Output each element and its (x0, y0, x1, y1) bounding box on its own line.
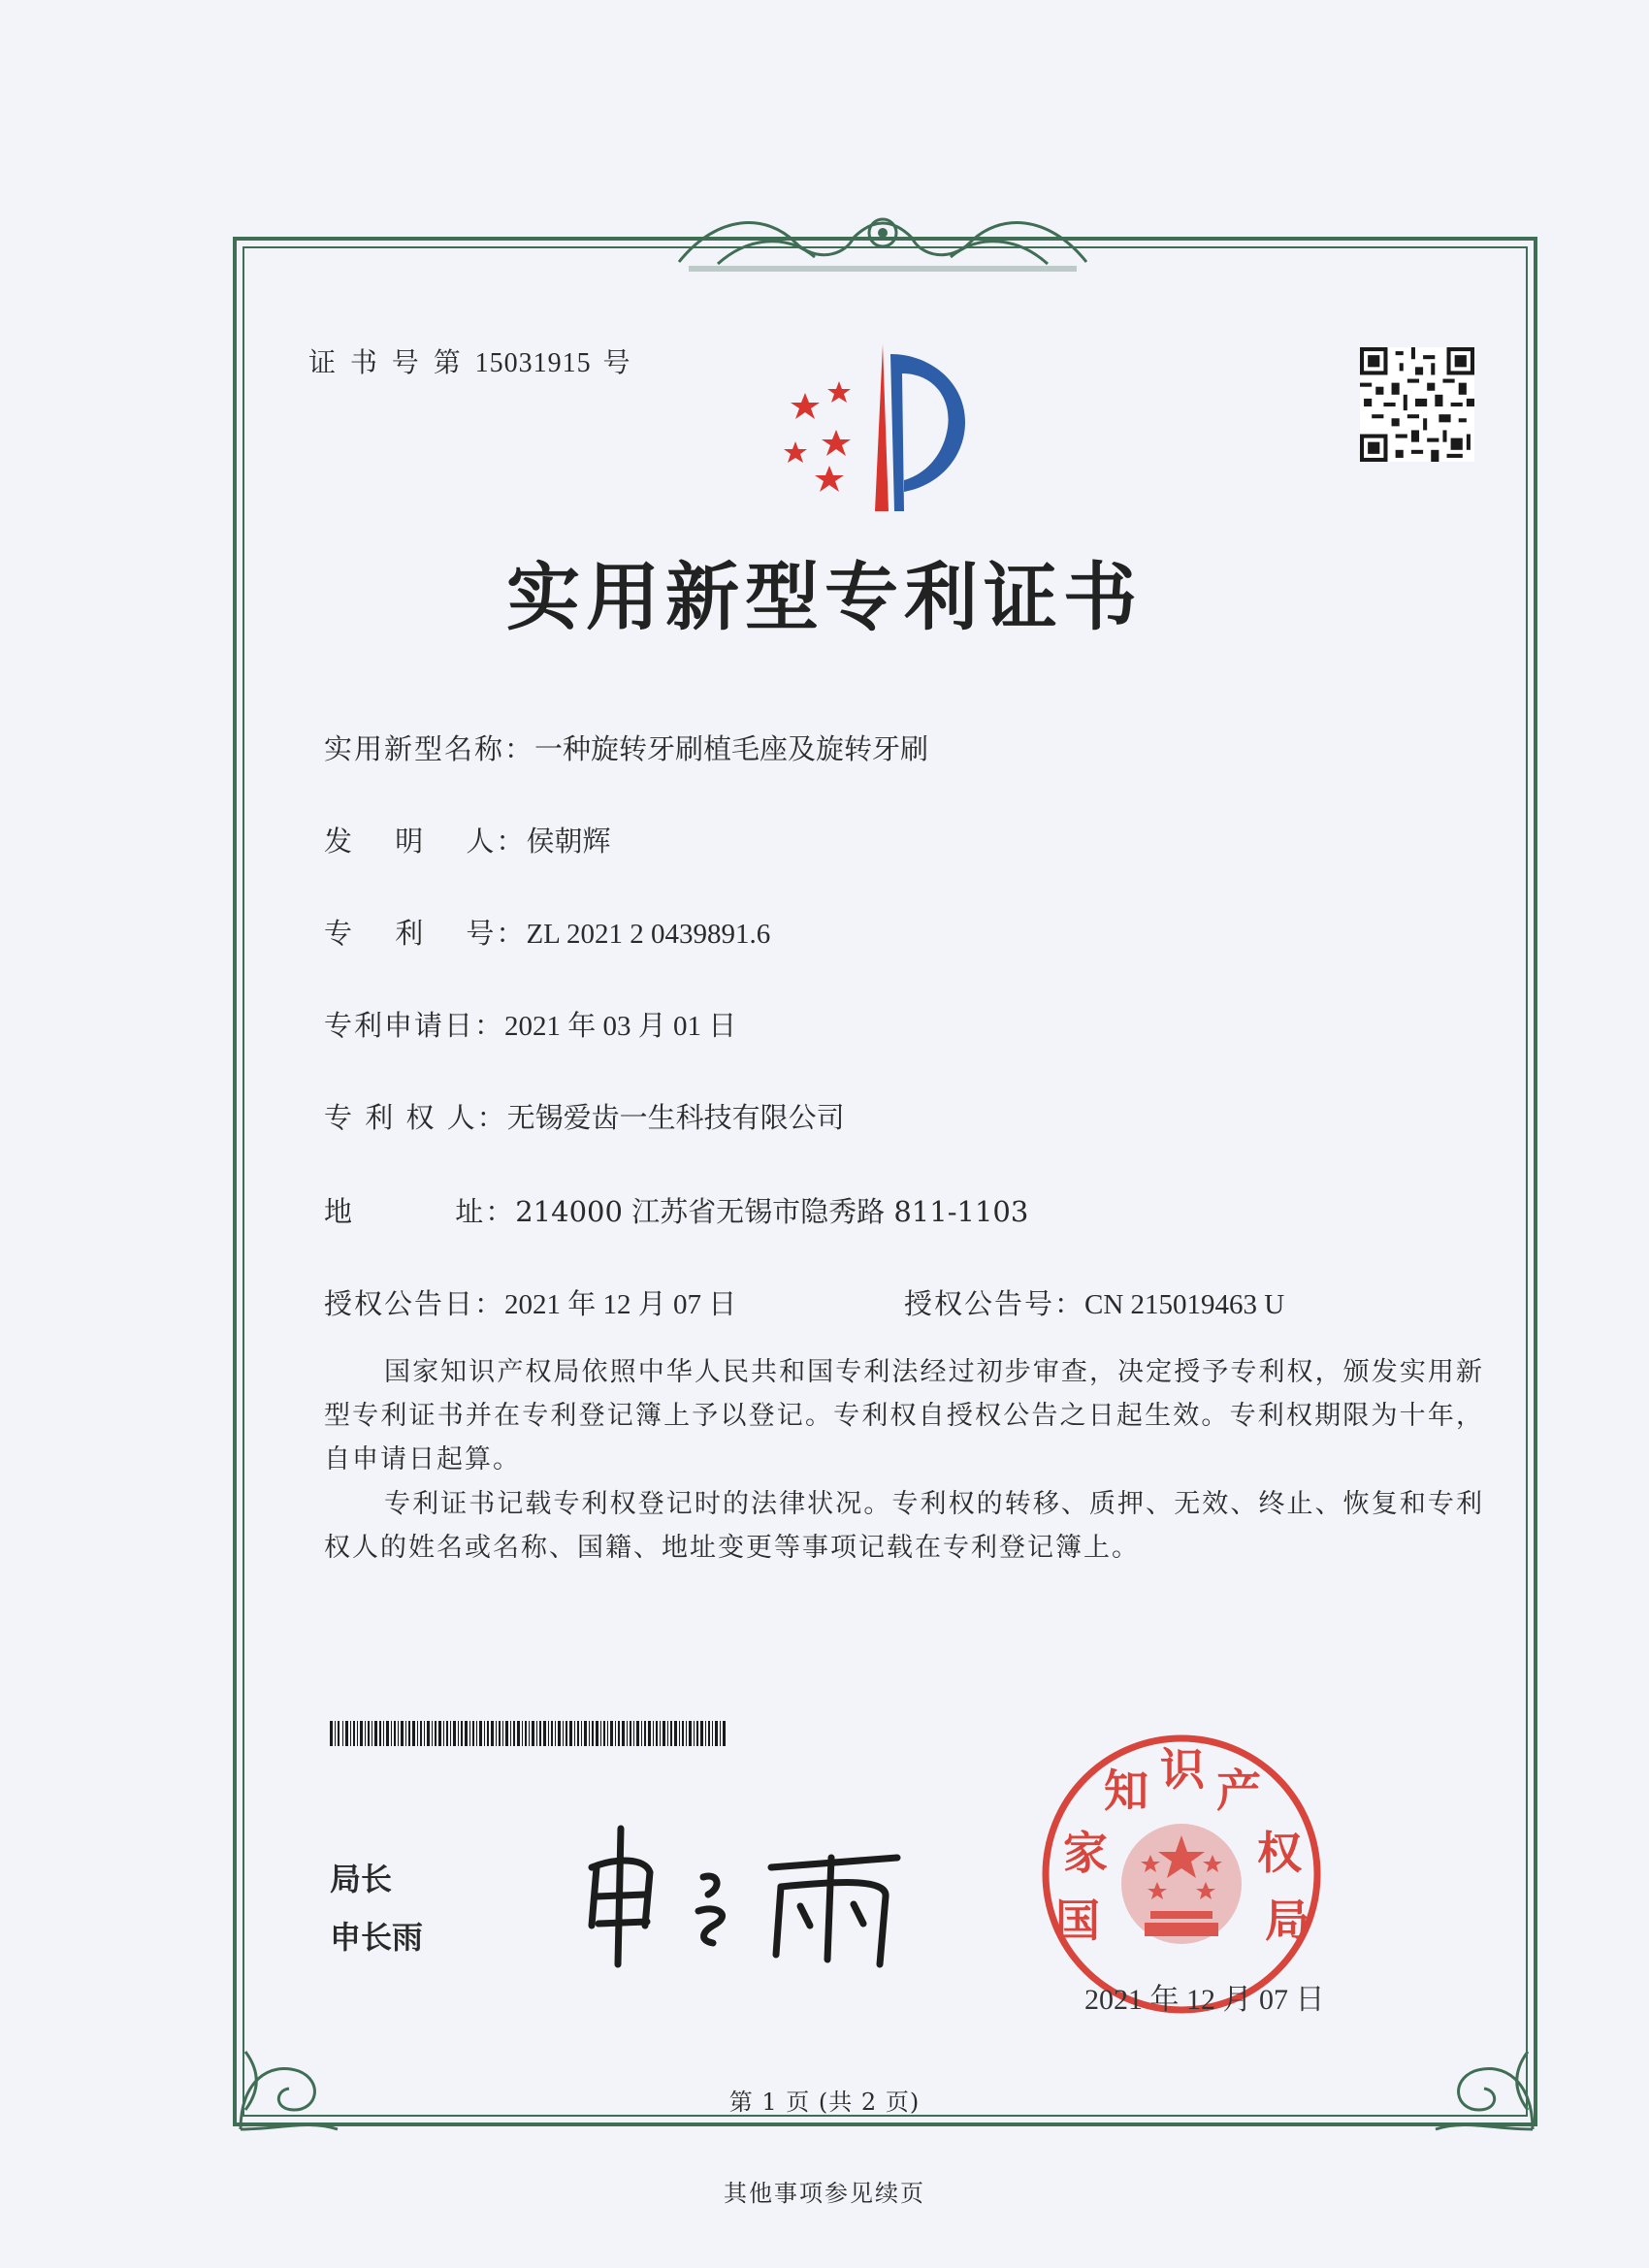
svg-text:家: 家 (1063, 1827, 1108, 1879)
field-value: ZL 2021 2 0439891.6 (526, 919, 771, 950)
field-application-date (324, 1004, 736, 1044)
director-title: 局长 (330, 1861, 393, 1897)
field-value: 无锡爱齿一生科技有限公司 (506, 1101, 845, 1134)
field-value: 侯朝辉 (526, 825, 611, 858)
svg-text:知: 知 (1104, 1765, 1148, 1817)
field-value: 214000 江苏省无锡市隐秀路 811-1103 (515, 1195, 1029, 1228)
field-label: 授权公告号： (904, 1287, 1085, 1320)
field-label: 专利申请日： (324, 1009, 505, 1042)
field-label: 发 明 人： (324, 825, 527, 858)
footer-note: 其他事项参见续页 (724, 2180, 925, 2207)
field-label: 授权公告日： (324, 1287, 505, 1320)
qr-code-icon (1360, 347, 1474, 462)
certificate-number (308, 341, 633, 380)
patent-office-emblem-icon (766, 344, 1009, 519)
field-value: CN 215019463 U (1084, 1289, 1285, 1320)
certificate-title: 实用新型专利证书 (506, 554, 1143, 640)
svg-text:国: 国 (1055, 1895, 1100, 1947)
director-name: 申长雨 (330, 1919, 424, 1956)
field-label: 专 利 号： (324, 917, 527, 950)
bottom-left-ornament (231, 2013, 367, 2139)
field-value: 2021 年 12 月 07 日 (504, 1289, 737, 1320)
field-grant-date (324, 1282, 736, 1322)
certificate-number-suffix: 号 (602, 346, 633, 378)
field-label: 地 址： (324, 1195, 516, 1228)
field-inventor (324, 820, 610, 859)
svg-text:识: 识 (1160, 1743, 1205, 1796)
page-indicator: 第 1 页 (共 2 页) (728, 2089, 921, 2116)
barcode-icon (330, 1721, 728, 1746)
body-paragraph-2: 专利证书记载专利权登记时的法律状况。专利权的转移、质押、无效、终止、恢复和专利权人的姓名或名称、国籍、地址变更等事项记载在专利登记簿上。 (324, 1489, 1484, 1563)
svg-text:产: 产 (1216, 1765, 1261, 1817)
svg-text:权: 权 (1257, 1827, 1302, 1879)
top-ornament-decoration (660, 204, 1106, 281)
certificate-number-label: 证 书 号 第 (308, 346, 464, 378)
bottom-right-ornament (1406, 2013, 1542, 2139)
field-address (324, 1190, 1028, 1230)
body-paragraph-1: 国家知识产权局依照中华人民共和国专利法经过初步审查，决定授予专利权，颁发实用新型专利证书并在专利登记簿上予以登记。专利权自授权公告之日起生效。专利权期限为十年，自申请日起算。 (324, 1357, 1484, 1474)
field-value: 2021 年 03 月 01 日 (504, 1011, 737, 1042)
field-label: 实用新型名称： (324, 732, 535, 765)
handwritten-signature (577, 1819, 917, 1974)
field-grant-number (904, 1282, 1284, 1322)
field-patent-number (324, 912, 770, 952)
certificate-number-value: 15031915 (474, 348, 592, 378)
svg-text:局: 局 (1265, 1895, 1310, 1947)
field-label: 专 利 权 人： (324, 1101, 507, 1134)
seal-date: 2021 年 12 月 07 日 (1084, 1984, 1325, 2016)
field-value: 一种旋转牙刷植毛座及旋转牙刷 (534, 732, 929, 765)
field-utility-model-name (324, 728, 928, 767)
field-patentee (324, 1096, 845, 1136)
